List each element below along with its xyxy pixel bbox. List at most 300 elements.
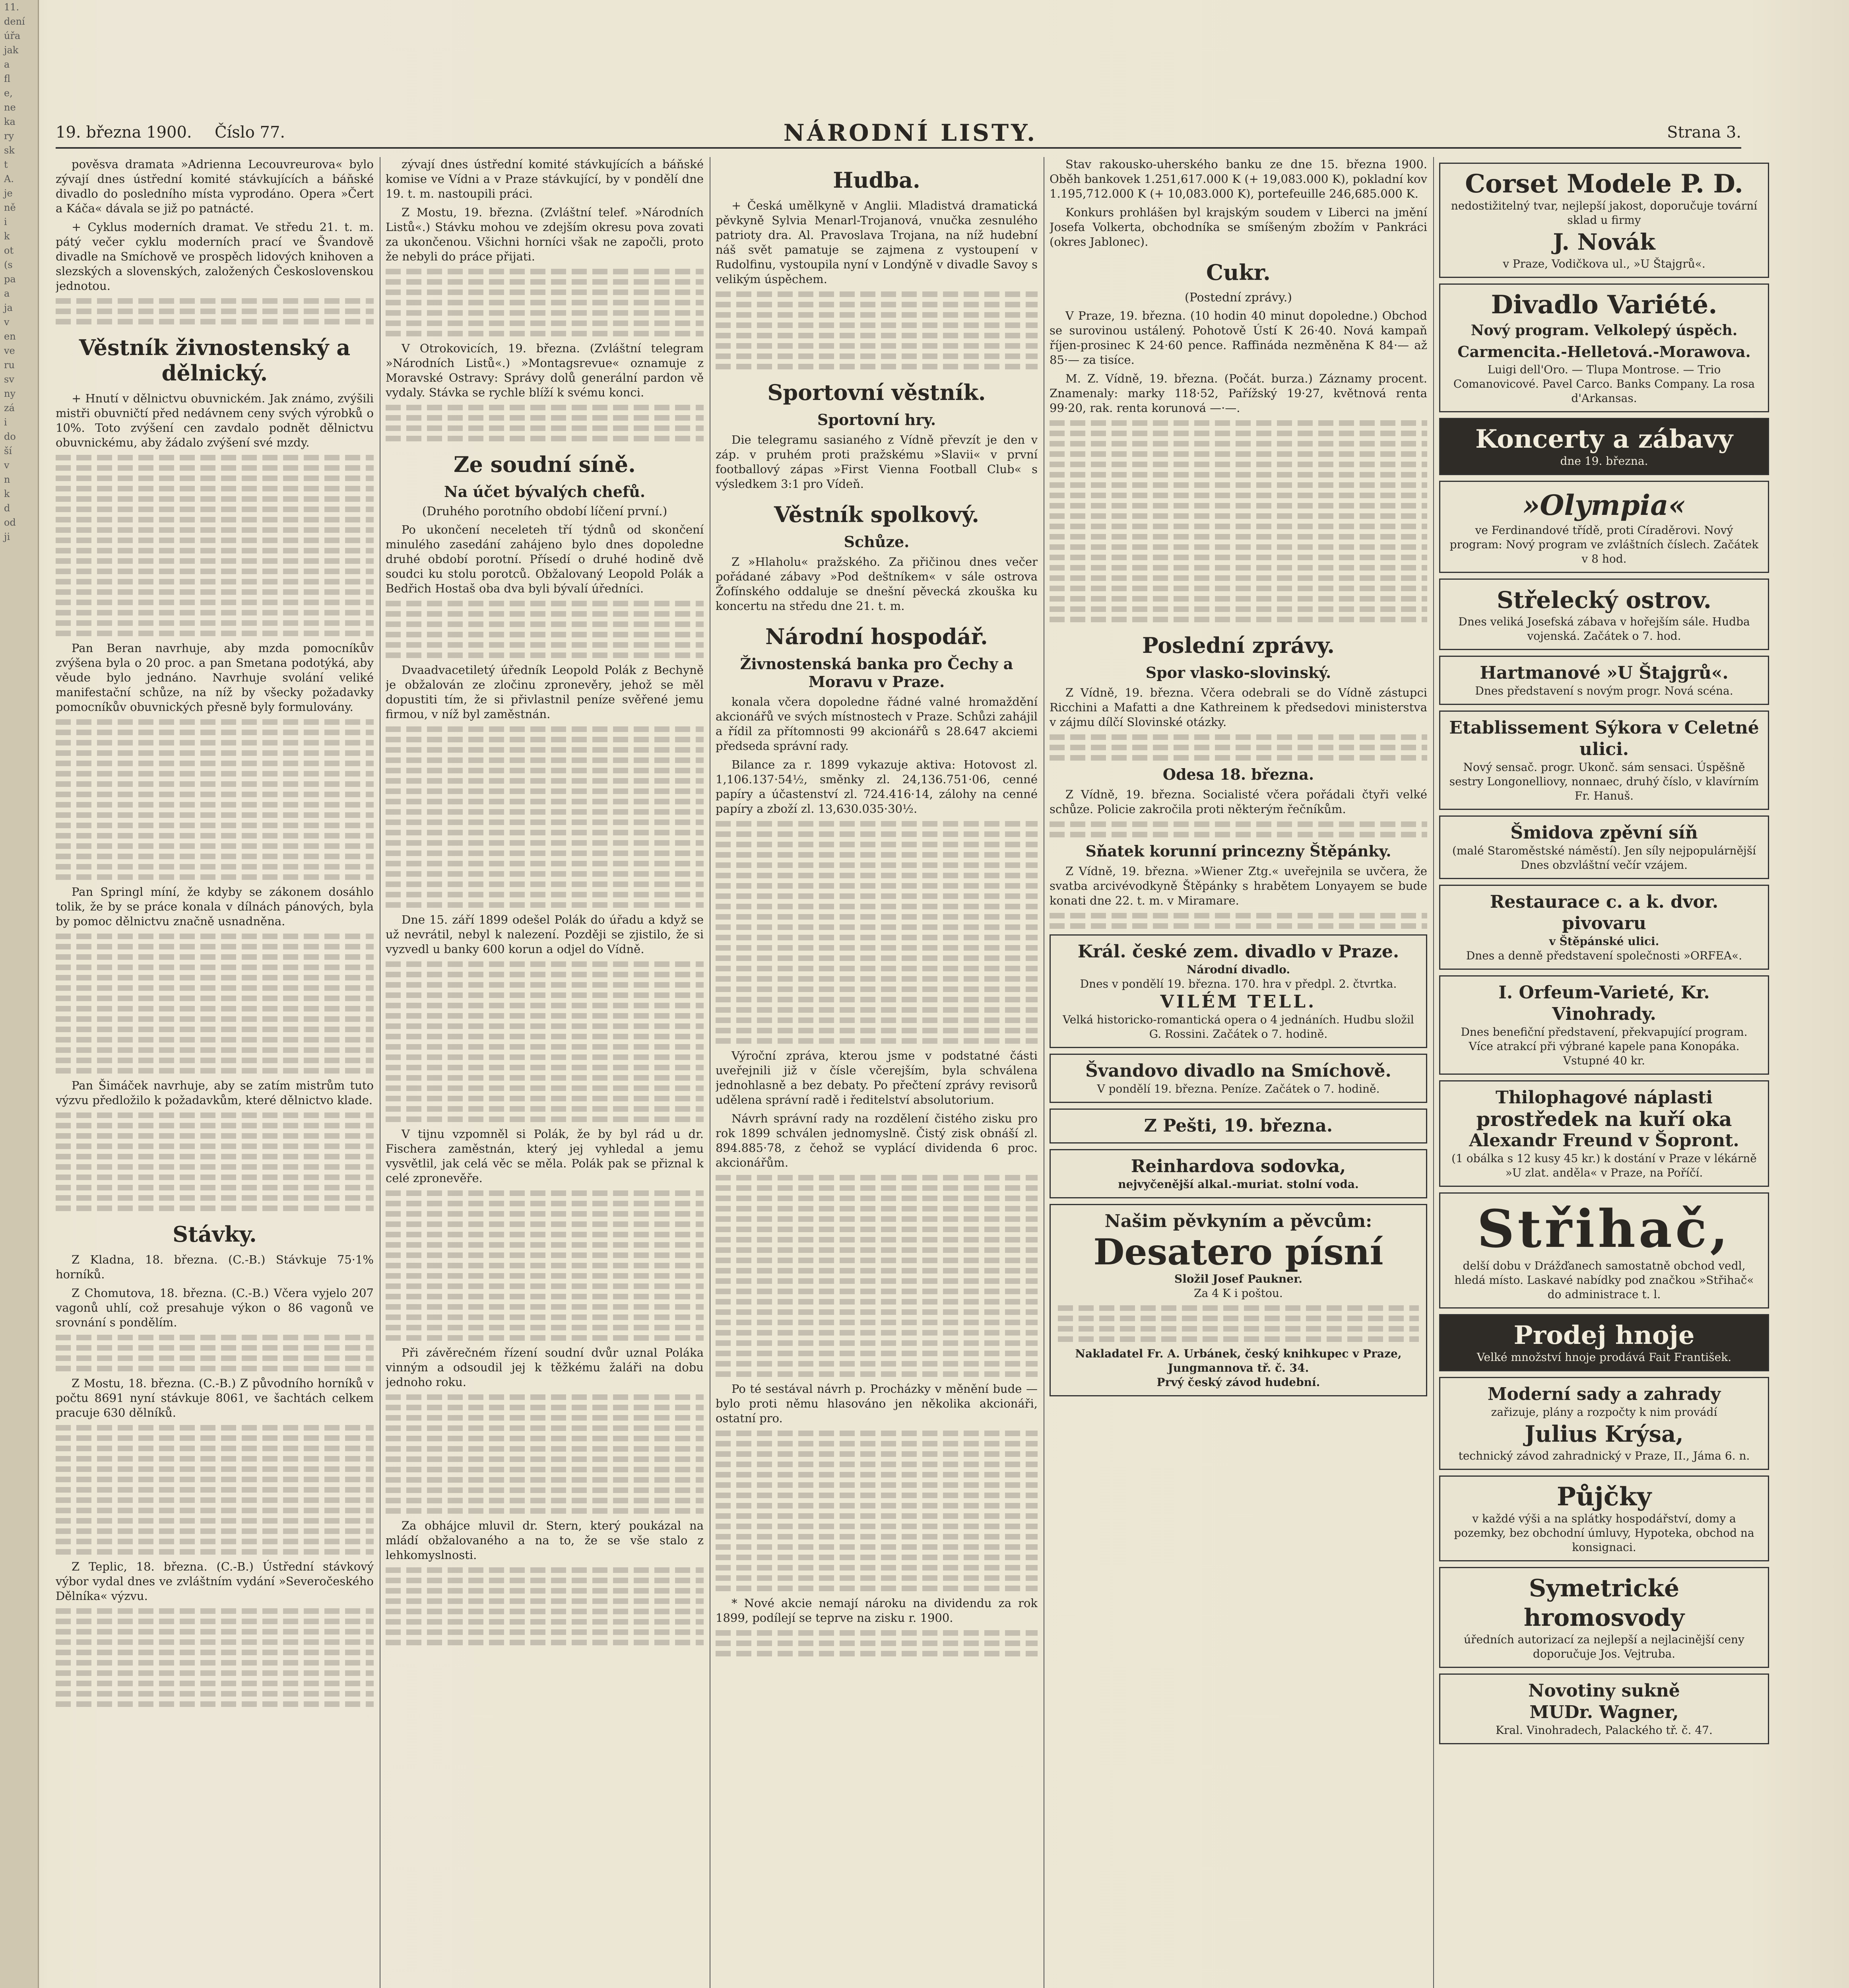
text-lines-placeholder	[716, 1544, 1038, 1550]
ad-svandovo-theatre	[1050, 1054, 1427, 1103]
ad-text: Dnes veliká Josefská zábava v hořejším sále. Hudba vojenská. Začátek o 7. hod.	[1458, 615, 1750, 643]
text-lines-placeholder	[386, 1252, 704, 1258]
text-lines-placeholder	[56, 1497, 374, 1503]
text-lines-placeholder	[716, 1330, 1038, 1336]
text-lines-placeholder	[56, 486, 374, 491]
text-lines-placeholder	[386, 809, 704, 815]
text-lines-placeholder	[386, 1116, 704, 1122]
text-lines-placeholder	[386, 269, 704, 274]
ad-text: Dnes představení s novým progr. Nová scéna.	[1475, 684, 1733, 697]
column-3	[716, 157, 1038, 1988]
ad-subtitle: v Štěpánské ulici.	[1549, 935, 1659, 948]
text-lines-placeholder	[386, 1609, 704, 1614]
text-lines-placeholder	[1050, 472, 1427, 478]
text-lines-placeholder	[386, 279, 704, 285]
text-lines-placeholder	[56, 792, 374, 797]
ad-text: Za 4 K i poštou.	[1194, 1287, 1283, 1300]
text-lines-placeholder	[386, 1467, 704, 1472]
text-lines-placeholder	[56, 833, 374, 839]
gutter-line: ny	[4, 388, 16, 399]
text-lines-placeholder	[56, 1037, 374, 1043]
text-lines-placeholder	[716, 821, 1038, 827]
gutter-line: a	[4, 288, 10, 299]
text-lines-placeholder	[386, 1263, 704, 1268]
gutter-line: e,	[4, 87, 13, 99]
text-lines-placeholder	[56, 1164, 374, 1170]
text-lines-placeholder	[56, 610, 374, 615]
text-lines-placeholder	[56, 1539, 374, 1544]
text-lines-placeholder	[56, 1518, 374, 1524]
ad-text: Nakladatel Fr. A. Urbánek, český knihkupec v Praze, Jungmannova tř. č. 34.	[1075, 1347, 1402, 1375]
text-lines-placeholder	[386, 601, 704, 606]
text-lines-placeholder	[1050, 734, 1427, 740]
gutter-line: ve	[4, 345, 15, 356]
text-lines-placeholder	[1050, 617, 1427, 622]
text-lines-placeholder	[716, 883, 1038, 889]
text-lines-placeholder	[386, 331, 704, 336]
text-lines-placeholder	[56, 1185, 374, 1190]
text-lines-placeholder	[56, 476, 374, 481]
text-lines-placeholder	[1050, 420, 1427, 426]
section-heading: Hudba.	[833, 167, 920, 193]
text-lines-placeholder	[1050, 524, 1427, 529]
text-lines-placeholder	[56, 740, 374, 746]
text-lines-placeholder	[716, 312, 1038, 318]
text-lines-placeholder	[716, 1351, 1038, 1356]
text-lines-placeholder	[716, 1503, 1038, 1508]
ad-title: Divadlo Variété.	[1491, 290, 1717, 320]
text-lines-placeholder	[386, 1477, 704, 1483]
article-paragraph: pověsva dramata »Adrienna Lecouvreurova« bylo zývají dnes ústřední komité stávkujících a báňské divadlo do posledního místa vyprodáno. Opera »Čert a Káča« dávala se již po patnácté.	[56, 157, 374, 215]
text-lines-placeholder	[716, 1320, 1038, 1325]
text-lines-placeholder	[1050, 586, 1427, 591]
gutter-line: k	[4, 231, 10, 242]
text-lines-placeholder	[386, 320, 704, 326]
text-lines-placeholder	[386, 778, 704, 784]
text-lines-placeholder	[56, 843, 374, 849]
section-heading: Poslední zprávy.	[1142, 633, 1335, 658]
text-lines-placeholder	[56, 1629, 374, 1635]
ad-title: Novotiny sukně	[1528, 1681, 1680, 1701]
article-paragraph: Výroční zpráva, kterou jsme v podstatné části uveřejnili již v čísle včerejším, byla schválena jednohlasně a bez debaty. Po přečtení zprávy revisorů udělena správní radě i ředitelství absolutorium.	[716, 1049, 1038, 1107]
text-lines-placeholder	[56, 1112, 374, 1118]
ad-text: Prvý český závod hudební.	[1156, 1376, 1320, 1389]
text-lines-placeholder	[716, 364, 1038, 369]
gutter-line: je	[4, 188, 13, 199]
gutter-line: ja	[4, 302, 13, 313]
text-lines-placeholder	[716, 322, 1038, 328]
ad-title: Thilophagové náplasti	[1495, 1087, 1713, 1108]
text-lines-placeholder	[716, 353, 1038, 359]
text-lines-placeholder	[56, 620, 374, 626]
ad-title: Etablissement Sýkora v Celetné ulici.	[1449, 718, 1759, 759]
text-lines-placeholder	[716, 1630, 1038, 1636]
text-lines-placeholder	[1050, 513, 1427, 519]
ad-title: Moderní sady a zahrady	[1487, 1384, 1721, 1404]
text-lines-placeholder	[56, 874, 374, 880]
ad-title: Našim pěvkyním a pěvcům:	[1104, 1211, 1372, 1231]
gutter-line: fl	[4, 73, 11, 84]
section-heading: Věstník spolkový.	[774, 502, 980, 527]
article-paragraph: Pan Beran navrhuje, aby mzda pomocníkův zvýšena byla o 20 proc. a pan Smetana podotýká, aby věude bylo jednáno. Navrhuje svolání veliké manifestační schůze, na níž by všecky požadavky pomocníkův obuvnických přesně byly formulovány.	[56, 641, 374, 714]
ad-title: Restaurace c. a k. dvor. pivovaru	[1490, 892, 1719, 934]
text-lines-placeholder	[386, 611, 704, 617]
text-lines-placeholder	[716, 904, 1038, 909]
text-lines-placeholder	[56, 985, 374, 991]
text-lines-placeholder	[56, 517, 374, 522]
text-lines-placeholder	[386, 830, 704, 835]
text-lines-placeholder	[56, 1639, 374, 1645]
text-lines-placeholder	[716, 291, 1038, 297]
text-lines-placeholder	[56, 538, 374, 543]
ad-strihac	[1439, 1192, 1769, 1309]
article-paragraph: Pan Springl míní, že kdyby se zákonem dosáhlo tolik, že by se práce konala v dílnách pánových, byla by pomoc dělnictvu značně usnadněna.	[56, 885, 374, 928]
gutter-line: dení	[4, 16, 25, 27]
text-lines-placeholder	[386, 1211, 704, 1217]
text-lines-placeholder	[386, 1567, 704, 1573]
ad-text: V pondělí 19. března. Peníze. Začátek o 7. hodině.	[1097, 1082, 1380, 1095]
gutter-line: ji	[4, 531, 10, 542]
text-lines-placeholder	[56, 1006, 374, 1011]
text-lines-placeholder	[56, 600, 374, 605]
text-lines-placeholder	[386, 1294, 704, 1299]
text-lines-placeholder	[386, 436, 704, 441]
text-lines-placeholder	[716, 1651, 1038, 1656]
gutter-line: d	[4, 503, 10, 514]
text-lines-placeholder	[56, 1175, 374, 1180]
text-lines-placeholder	[716, 997, 1038, 1002]
ad-performers: Carmencita.-Helletová.-Morawova.	[1457, 343, 1751, 361]
ad-title: Střihač,	[1477, 1198, 1731, 1259]
ad-title: Hartmanové »U Štajgrů«.	[1480, 663, 1729, 683]
text-lines-placeholder	[716, 1237, 1038, 1242]
gutter-line: 11.	[4, 2, 19, 13]
article-paragraph: Dvaadvacetiletý úředník Leopold Polák z Bechyně je obžalován ze zločinu zpronevěry, jehož se měl dopustiti tím, že si přivlastnil peníze svěřené jemu firmou, v níž byl zaměstnán.	[386, 663, 704, 721]
text-lines-placeholder	[56, 781, 374, 787]
text-lines-placeholder	[716, 1361, 1038, 1367]
text-lines-placeholder	[716, 924, 1038, 930]
text-lines-placeholder	[716, 1524, 1038, 1529]
gutter-line: ně	[4, 202, 16, 213]
text-lines-placeholder	[56, 1355, 374, 1361]
text-lines-placeholder	[56, 750, 374, 756]
text-lines-placeholder	[386, 1034, 704, 1039]
text-lines-placeholder	[716, 1565, 1038, 1571]
text-lines-placeholder	[56, 1143, 374, 1149]
text-lines-placeholder	[386, 1201, 704, 1206]
text-lines-placeholder	[1050, 431, 1427, 436]
article-paragraph: Z »Hlaholu« pražského. Za přičinou dnes večer pořádané zábavy »Pod deštníkem« v sále ostrova Žofínského oddaluje se dnešní pěvecká zkouška ku koncertu na středu dne 21. t. m.	[716, 555, 1038, 613]
text-lines-placeholder	[56, 1549, 374, 1555]
ad-text: Nový sensač. progr. Ukonč. sám sensaci. Úspěšně sestry Longonelliovy, nonnaec, druhý číslo, v klavírním Fr. Hanuš.	[1449, 761, 1759, 802]
text-lines-placeholder	[716, 1175, 1038, 1180]
text-lines-placeholder	[56, 771, 374, 777]
text-lines-placeholder	[1050, 493, 1427, 498]
text-lines-placeholder	[56, 1027, 374, 1032]
text-lines-placeholder	[386, 972, 704, 977]
ad-lightning-rods	[1439, 1567, 1769, 1668]
text-lines-placeholder	[56, 1047, 374, 1053]
text-lines-placeholder	[56, 1487, 374, 1493]
text-lines-placeholder	[56, 1670, 374, 1676]
ad-text: (1 obálka s 12 kusy 45 kr.) k dostání v Praze v lékárně »U zlat. anděla« v Praze, na Poříčí.	[1451, 1152, 1757, 1179]
ad-national-theatre	[1050, 934, 1427, 1048]
text-lines-placeholder	[386, 737, 704, 742]
text-lines-placeholder	[716, 1482, 1038, 1488]
text-lines-placeholder	[386, 300, 704, 305]
ad-text: Velké množství hnoje prodává Fait František.	[1476, 1351, 1732, 1364]
gutter-line: ší	[4, 445, 12, 456]
article-paragraph: V Otrokovicích, 19. března. (Zvláštní telegram »Národních Listů«.) »Montagsrevue« oznamuje z Moravské Ostravy: Správy dolů generální pardon vě vydaly. Stávka se rychle blíží k svému konci.	[386, 342, 704, 399]
text-lines-placeholder	[716, 1268, 1038, 1274]
text-lines-placeholder	[716, 1586, 1038, 1591]
text-lines-placeholder	[1050, 544, 1427, 550]
text-lines-placeholder	[386, 1436, 704, 1441]
text-lines-placeholder	[386, 1640, 704, 1645]
column-5-advertisements	[1439, 157, 1769, 1988]
text-lines-placeholder	[716, 1431, 1038, 1436]
ad-bottom-pair	[1439, 1673, 1769, 1744]
text-lines-placeholder	[716, 945, 1038, 951]
ad-text: technický závod zahradnický v Praze, II., Jáma 6. n.	[1458, 1449, 1750, 1462]
article-heading: Sportovní hry.	[817, 411, 936, 429]
ad-text: zařizuje, plány a rozpočty k nim provádí	[1491, 1406, 1717, 1419]
article-paragraph: Z Vídně, 19. března. Včera odebrali se do Vídně zástupci Ricchini a Mafatti a dne Kathreinem k předsedovi ministerstva v zájmu dílčí Slovinské otázky.	[1050, 686, 1427, 729]
gutter-line: t	[4, 159, 8, 170]
ad-subtitle: Nový program. Velkolepý úspěch.	[1471, 322, 1738, 339]
text-lines-placeholder	[716, 966, 1038, 971]
text-lines-placeholder	[716, 1258, 1038, 1263]
article-paragraph: Z Mostu, 18. března. (C.-B.) Z původního horníků v počtu 8691 nyní stávkuje 8061, ve šachtách celkem pracuje 630 dělníků.	[56, 1376, 374, 1419]
text-lines-placeholder	[386, 871, 704, 877]
gutter-line: en	[4, 331, 16, 342]
text-lines-placeholder	[386, 1629, 704, 1635]
text-lines-placeholder	[716, 976, 1038, 982]
text-lines-placeholder	[716, 1206, 1038, 1211]
text-lines-placeholder	[716, 1299, 1038, 1305]
text-lines-placeholder	[56, 812, 374, 818]
text-lines-placeholder	[716, 986, 1038, 992]
text-lines-placeholder	[386, 1003, 704, 1008]
text-lines-placeholder	[716, 1472, 1038, 1477]
article-paragraph: Z Vídně, 19. března. Socialisté včera pořádali čtyři velké schůze. Policie zakročila proti některým řečníkům.	[1050, 788, 1427, 816]
article-paragraph: Die telegramu sasianého z Vídně převzít je den v záp. v pruhém proti pražskému »Slavii« v první footballový zápas »First Vienna Football Club« s výsledkem 3:1 pro Vídeň.	[716, 433, 1038, 491]
article-paragraph: konala včera dopoledne řádné valné hromaždění akcionářů ve svých místnostech v Praze. Schůzi zahájil a řídil za přítomnosti 99 akcionářů s 28.647 akciemi předseda správní rady.	[716, 695, 1038, 753]
section-heading: Cukr.	[1206, 260, 1271, 285]
article-heading: Odesa 18. března.	[1162, 765, 1314, 783]
text-lines-placeholder	[386, 799, 704, 804]
text-lines-placeholder	[386, 621, 704, 627]
text-lines-placeholder	[386, 1242, 704, 1248]
gutter-line: A.	[4, 173, 14, 184]
ad-pest	[1050, 1109, 1427, 1143]
text-lines-placeholder	[716, 1216, 1038, 1222]
text-lines-placeholder	[716, 831, 1038, 837]
text-lines-placeholder	[386, 982, 704, 988]
ad-restaurant	[1439, 885, 1769, 970]
text-lines-placeholder	[56, 1508, 374, 1513]
ad-title: Král. české zem. divadlo v Praze.	[1077, 942, 1399, 962]
text-lines-placeholder	[716, 1227, 1038, 1232]
ad-headline: Desatero písní	[1093, 1231, 1383, 1273]
text-lines-placeholder	[56, 1456, 374, 1462]
text-lines-placeholder	[1050, 482, 1427, 488]
article-paragraph: zývají dnes ústřední komité stávkujících a báňské komise ve Vídni a v Praze stávkující, by v pondělí dne 19. t. m. nastoupili práci.	[386, 157, 704, 200]
article-heading: Živnostenská banka pro Čechy a Moravu v Praze.	[740, 655, 1013, 691]
section-heading: Stávky.	[173, 1221, 257, 1247]
ad-smidova-sin	[1439, 815, 1769, 879]
page-number: Strana 3.	[1667, 123, 1741, 142]
ad-title: Koncerty a zábavy	[1475, 424, 1733, 454]
section-heading: Sportovní věstník.	[767, 380, 986, 405]
ad-variete-theatre	[1439, 283, 1769, 412]
text-lines-placeholder	[386, 1304, 704, 1310]
text-lines-placeholder	[386, 642, 704, 648]
text-lines-placeholder	[386, 1619, 704, 1625]
text-lines-placeholder	[386, 747, 704, 753]
text-lines-placeholder	[386, 652, 704, 658]
issue-date: 19. března 1900.	[56, 123, 192, 142]
text-lines-placeholder	[386, 1588, 704, 1594]
gutter-line: pa	[4, 274, 16, 285]
ad-gardens	[1439, 1377, 1769, 1470]
gutter-line: do	[4, 431, 16, 442]
text-lines-placeholder	[386, 850, 704, 856]
article-paragraph: V tijnu vzpomněl si Polák, že by byl rád u dr. Fischera zaměstnán, který jej vyhledal a jemu vysvětlil, jak celá věc se měla. Polák pak se přiznal k celé zpronevěře.	[386, 1127, 704, 1185]
ad-title: Reinhardova sodovka,	[1131, 1156, 1346, 1176]
text-lines-placeholder	[1058, 1326, 1419, 1332]
text-lines-placeholder	[386, 1106, 704, 1112]
article-subheading: (Druhého porotního období líčení první.)	[422, 505, 667, 518]
article-paragraph: + Cyklus moderních dramat. Ve středu 21. t. m. pátý večer cyklu moderních prací ve Švandově divadle na Smíchově ve prospěch lidových knihoven a slezských a slovenských, založených Československou jednotou.	[56, 220, 374, 293]
text-lines-placeholder	[716, 1462, 1038, 1467]
ad-hartmanove	[1439, 656, 1769, 705]
ad-title: Švandovo divadlo na Smíchově.	[1085, 1061, 1391, 1081]
article-heading: Spor vlasko-slovinský.	[1145, 664, 1331, 681]
text-lines-placeholder	[386, 425, 704, 431]
article-paragraph: Stav rakousko-uherského banku ze dne 15. března 1900. Oběh bankovek 1.251,617.000 K (+ 19,083.000 K), pokladní kov 1.195,712.000 K (+ 10,083.000 K), portefeuille 246,685.000 K.	[1050, 157, 1427, 200]
gutter-line: ka	[4, 116, 16, 127]
text-lines-placeholder	[56, 496, 374, 502]
text-lines-placeholder	[386, 788, 704, 794]
article-heading: Schůze.	[844, 533, 910, 551]
section-heading: Národní hospodář.	[765, 624, 988, 649]
gutter-line: jak	[4, 45, 19, 56]
text-lines-placeholder	[1050, 462, 1427, 467]
ad-text: v každé výši a na splátky hospodářství, domy a pozemky, bez obchodní úmluvy, Hypoteka, obchod na konsignaci.	[1454, 1512, 1754, 1554]
text-lines-placeholder	[716, 914, 1038, 920]
text-lines-placeholder	[56, 319, 374, 324]
text-lines-placeholder	[386, 1446, 704, 1452]
text-lines-placeholder	[716, 1278, 1038, 1284]
text-lines-placeholder	[386, 1221, 704, 1227]
text-lines-placeholder	[56, 1608, 374, 1614]
ad-concerts-banner	[1439, 418, 1769, 475]
text-lines-placeholder	[716, 333, 1038, 338]
text-lines-placeholder	[386, 881, 704, 887]
text-lines-placeholder	[386, 961, 704, 967]
article-paragraph: + Hnutí v dělnictvu obuvnickém. Jak známo, zvýšili mistři obuvničtí před nedávnem ceny svých výrobků o 10%. Toto zvýšení cen zavdalo podnět dělnictvu obuvnickému, aby žádalo zvýšení své mzdy.	[56, 392, 374, 449]
text-lines-placeholder	[1050, 575, 1427, 581]
text-lines-placeholder	[56, 934, 374, 939]
ad-reinhard-soda	[1050, 1149, 1427, 1198]
text-lines-placeholder	[716, 955, 1038, 961]
text-lines-placeholder	[386, 1578, 704, 1583]
text-lines-placeholder	[56, 975, 374, 980]
ad-text: úředních autorizací za nejlepší a nejlacinější ceny doporučuje Jos. Vejtruba.	[1464, 1633, 1744, 1660]
text-lines-placeholder	[386, 1283, 704, 1289]
gutter-line: ry	[4, 130, 14, 142]
text-lines-placeholder	[56, 1660, 374, 1666]
text-lines-placeholder	[1050, 596, 1427, 602]
ad-title: Corset Modele P. D.	[1465, 169, 1743, 199]
text-lines-placeholder	[56, 802, 374, 808]
ad-play-title: VILÉM TELL.	[1160, 992, 1317, 1012]
ad-subtitle: dne 19. března.	[1560, 454, 1648, 468]
ad-text: Dnes a denně představení společnosti »ORFEA«.	[1466, 949, 1742, 962]
column-rule	[1433, 157, 1434, 1988]
text-lines-placeholder	[386, 1065, 704, 1070]
text-lines-placeholder	[1050, 451, 1427, 457]
text-lines-placeholder	[56, 854, 374, 859]
text-lines-placeholder	[716, 1017, 1038, 1023]
column-1	[56, 157, 374, 1988]
article-paragraph: Z Vídně, 19. března. »Wiener Ztg.« uveřejnila se uvčera, že svatba arcivévodkyně Štěpánky s hrabětem Lonyayem se bude konati dne 22. t. m. v Miramare.	[1050, 864, 1427, 907]
text-lines-placeholder	[386, 1335, 704, 1341]
gutter-strip	[0, 0, 39, 1988]
text-lines-placeholder	[386, 1415, 704, 1421]
text-lines-placeholder	[386, 1487, 704, 1493]
text-lines-placeholder	[56, 455, 374, 460]
text-lines-placeholder	[386, 861, 704, 866]
text-lines-placeholder	[716, 862, 1038, 868]
text-lines-placeholder	[716, 1028, 1038, 1033]
text-lines-placeholder	[386, 992, 704, 998]
article-paragraph: Po ukončení neceleteh tří týdnů od skončení minulého zasedání zahájeno bylo dnes dopoledne druhé období porotní. Přísedí o druhé hodině dvě soudci ku stolu porotců. Obžalovaný Leopold Polák a Bedřich Hostaš oba dva byli bývalí úředníci.	[386, 523, 704, 595]
text-lines-placeholder	[56, 548, 374, 553]
text-lines-placeholder	[56, 579, 374, 584]
gutter-line: sk	[4, 145, 15, 156]
text-lines-placeholder	[56, 569, 374, 574]
text-lines-placeholder	[56, 1425, 374, 1431]
text-lines-placeholder	[386, 1023, 704, 1029]
text-lines-placeholder	[56, 527, 374, 533]
text-lines-placeholder	[56, 944, 374, 949]
text-lines-placeholder	[56, 465, 374, 471]
gutter-line: úřa	[4, 30, 21, 41]
text-lines-placeholder	[56, 1650, 374, 1655]
text-lines-placeholder	[1050, 821, 1427, 827]
text-lines-placeholder	[56, 1206, 374, 1211]
article-paragraph: Pan Šimáček navrhuje, aby se zatím mistrům tuto výzvu předložilo k požadavkům, které dělnictvo klade.	[56, 1079, 374, 1107]
text-lines-placeholder	[386, 1314, 704, 1320]
column-4	[1050, 157, 1427, 1988]
text-lines-placeholder	[386, 819, 704, 825]
text-lines-placeholder	[386, 768, 704, 773]
text-lines-placeholder	[386, 1456, 704, 1462]
text-lines-placeholder	[56, 1154, 374, 1159]
text-lines-placeholder	[56, 761, 374, 766]
text-lines-placeholder	[56, 507, 374, 512]
gutter-line: n	[4, 474, 10, 485]
text-lines-placeholder	[716, 1185, 1038, 1191]
text-lines-placeholder	[716, 1640, 1038, 1646]
text-lines-placeholder	[56, 1366, 374, 1371]
gutter-line: zá	[4, 402, 15, 414]
text-lines-placeholder	[1058, 1316, 1419, 1321]
section-heading: Ze soudní síně.	[454, 452, 636, 477]
text-lines-placeholder	[386, 1075, 704, 1081]
